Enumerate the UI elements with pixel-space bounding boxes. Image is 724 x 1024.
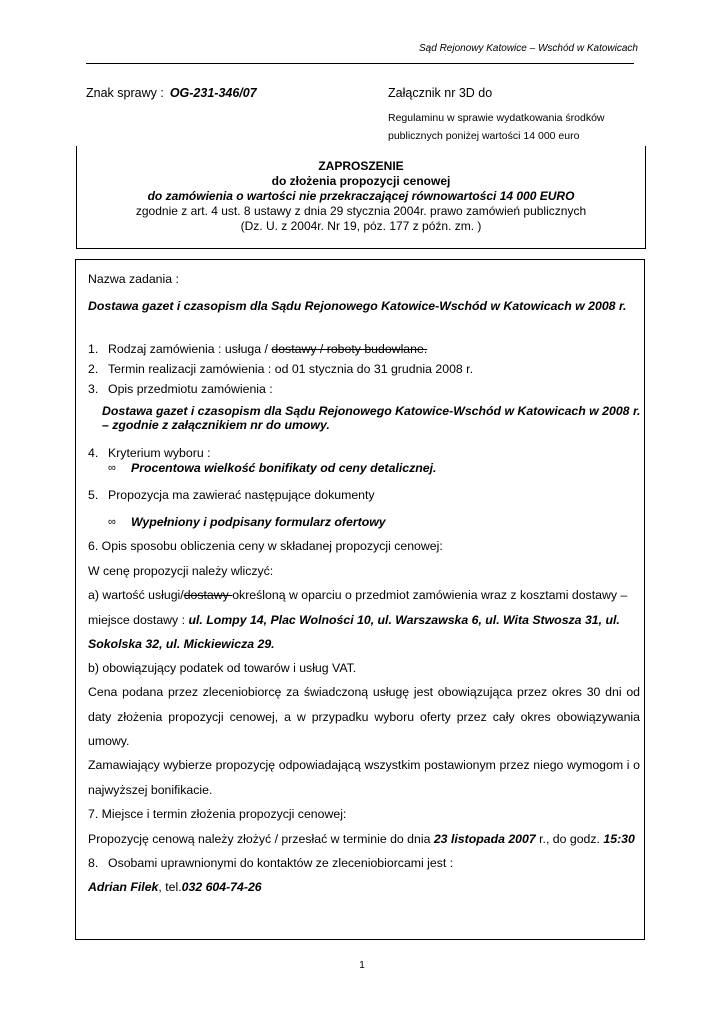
item-1-number: 1. — [88, 342, 99, 356]
invitation-subtitle: do złożenia propozycji cenowej — [271, 174, 451, 188]
contact-name: Adrian Filek — [88, 880, 159, 894]
item-4-number: 4. — [88, 446, 99, 460]
price-validity-line-1: Cena podana przez zleceniobiorcę za świadczoną usługę jest obowiązująca przez okres 30 dni od — [88, 685, 640, 699]
attachment-line-2: Regulaminu w sprawie wydatkowania środków — [388, 112, 605, 124]
invitation-legal-basis: zgodnie z art. 4 ust. 8 ustawy z dnia 29 stycznia 2004r. prawo zamówień publicznych — [135, 204, 587, 218]
invitation-journal-ref: (Dz. U. z 2004r. Nr 19, póz. 177 z późn. zm. ) — [240, 219, 482, 233]
court-header: Sąd Rejonowy Katowice – Wschód w Katowicach — [419, 43, 638, 54]
item-3-number: 3. — [88, 382, 99, 396]
task-box — [75, 259, 645, 940]
contact-person — [88, 880, 262, 894]
item-4-criterion: Procentowa wielkość bonifikaty od ceny detalicznej. — [131, 461, 437, 475]
item-1 — [88, 342, 427, 356]
deadline-date: 23 listopada 2007 — [433, 832, 536, 846]
page-number: 1 — [359, 960, 365, 971]
item-2 — [88, 362, 473, 376]
contact-phone: 032 604-74-26 — [181, 880, 262, 894]
delivery-place — [88, 613, 620, 627]
delivery-place-addresses-2: Sokolska 32, ul. Mickiewicza 29. — [88, 637, 275, 651]
invitation-value-limit: do zamówienia o wartości nie przekraczającej równowartości 14 000 EURO — [147, 189, 575, 203]
item-3 — [88, 382, 273, 396]
delivery-place-addresses: ul. Lompy 14, Plac Wolności 10, ul. Warszawska 6, ul. Wita Stwosza 31, ul. — [188, 613, 620, 627]
selection-line-1: Zamawiający wybierze propozycję odpowiadającą wszystkim postawionym przez niego wymogom i o — [88, 758, 640, 772]
item-7-heading: 7. Miejsce i termin złożenia propozycji cenowej: — [88, 807, 347, 821]
item-8-number: 8. — [88, 856, 99, 870]
bullet-icon: ∞ — [108, 516, 116, 528]
attachment-line-3: publicznych poniżej wartości 14 000 euro — [388, 130, 580, 142]
deadline-time: 15:30 — [603, 832, 635, 846]
contact-tel-label: , tel. — [158, 880, 182, 894]
item-6-a-struck-text: dostawy — [183, 588, 233, 602]
item-8-text: Osobami uprawnionymi do kontaktów ze zleceniobiorcami jest : — [108, 856, 454, 870]
item-6-intro: W cenę propozycji należy wliczyć: — [88, 564, 274, 578]
item-6-b: b) obowiązujący podatek od towarów i usług VAT. — [88, 661, 357, 675]
case-reference-label: Znak sprawy : — [86, 86, 164, 100]
item-4-text: Kryterium wyboru : — [108, 446, 211, 460]
item-2-number: 2. — [88, 362, 99, 376]
task-name: Dostawa gazet i czasopism dla Sądu Rejonowego Katowice-Wschód w Katowicach w 2008 r. — [88, 299, 627, 313]
item-6-a-text-1: a) wartość usługi/ — [88, 588, 184, 602]
item-2-text: Termin realizacji zamówienia : od 01 stycznia do 31 grudnia 2008 r. — [108, 362, 474, 376]
item-3-description-2: – zgodnie z załącznikiem nr do umowy. — [102, 418, 330, 432]
item-5-number: 5. — [88, 488, 99, 502]
item-4 — [88, 446, 211, 460]
task-label: Nazwa zadania : — [88, 272, 179, 286]
item-7-deadline — [88, 832, 635, 846]
item-3-description-1: Dostawa gazet i czasopism dla Sądu Rejonowego Katowice-Wschód w Katowicach w 2008 r. — [102, 404, 641, 418]
item-5 — [88, 488, 375, 502]
case-reference-value: OG-231-346/07 — [169, 86, 257, 100]
price-validity-line-2: daty złożenia propozycji cenowej, a w przypadku wyboru oferty przez cały okres obowiązywania — [88, 710, 640, 724]
item-1-struck-text: dostawy / roboty budowlane. — [271, 342, 428, 356]
attachment-title: Załącznik nr 3D do — [388, 86, 493, 100]
case-reference — [86, 86, 257, 100]
selection-line-2: najwyższej bonifikacie. — [88, 783, 213, 797]
item-6-heading: 6. Opis sposobu obliczenia ceny w składanej propozycji cenowej: — [88, 539, 443, 553]
header-rule — [86, 63, 634, 64]
price-validity-line-3: umowy. — [88, 734, 130, 748]
item-6-a-text-2: określoną w oparciu o przedmiot zamówienia wraz z kosztami dostawy – — [232, 588, 628, 602]
attachment-description — [388, 109, 605, 145]
deadline-text-2: r., do godz. — [535, 832, 604, 846]
item-1-text: Rodzaj zamówienia : usługa / — [108, 342, 272, 356]
item-5-text: Propozycja ma zawierać następujące dokumenty — [108, 488, 375, 502]
item-8 — [88, 856, 453, 870]
invitation-title: ZAPROSZENIE — [318, 159, 404, 173]
item-5-document: Wypełniony i podpisany formularz ofertowy — [131, 515, 386, 529]
invitation-box — [76, 146, 646, 249]
item-3-text: Opis przedmiotu zamówienia : — [108, 382, 273, 396]
item-6-a — [88, 588, 627, 602]
delivery-place-label: miejsce dostawy : — [88, 613, 189, 627]
deadline-text-1: Propozycję cenową należy złożyć / przesłać w terminie do dnia — [88, 832, 434, 846]
bullet-icon: ∞ — [108, 462, 116, 474]
